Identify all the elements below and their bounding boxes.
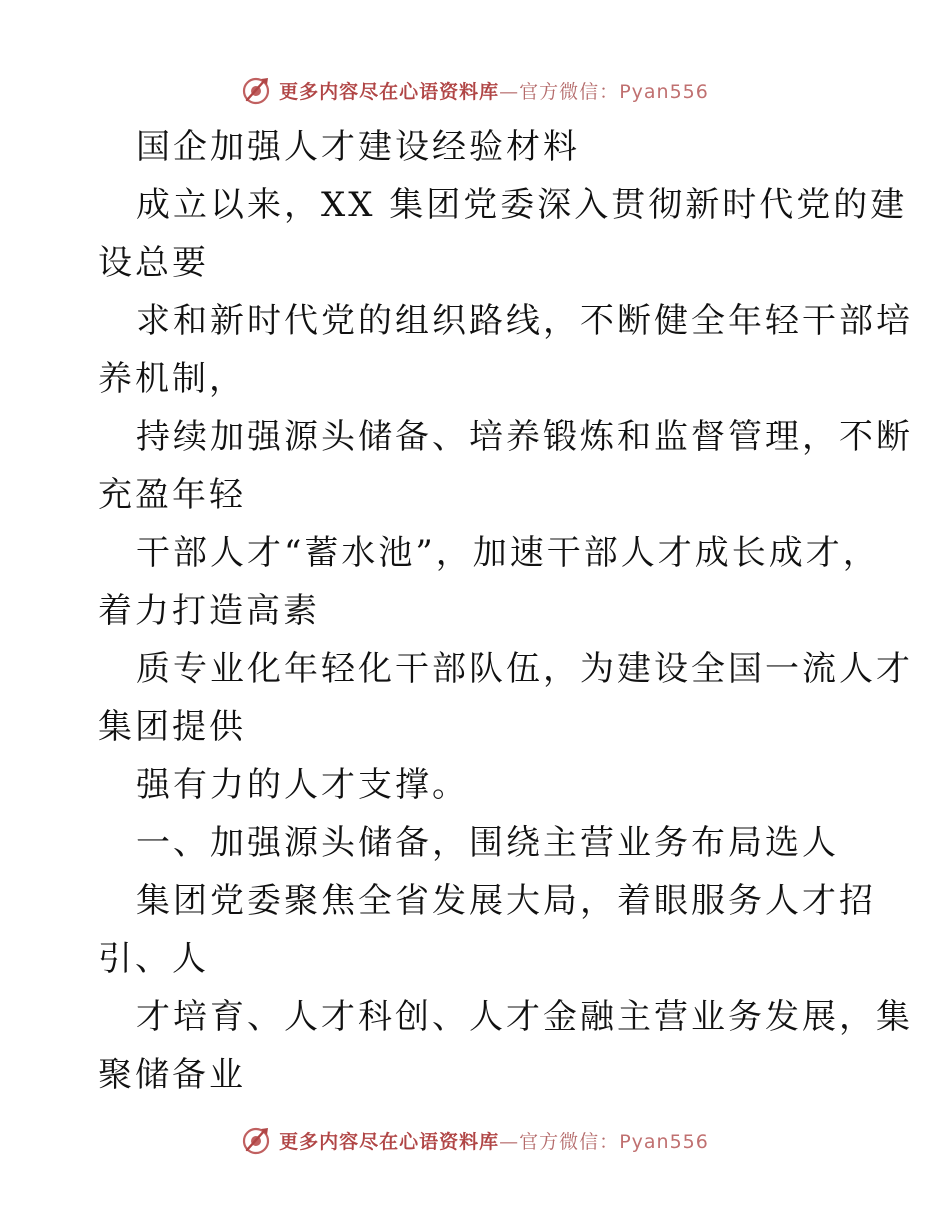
document-line: 国企加强人才建设经验材料 xyxy=(136,127,580,167)
document-line: 干部人才“蓄水池”，加速干部人才成长成才， xyxy=(136,533,880,573)
header-wechat-id: Pyan556 xyxy=(619,80,709,103)
header-official-label: 官方微信： xyxy=(519,80,620,103)
footer-watermark-banner xyxy=(0,1120,950,1160)
document-line: 引、人 xyxy=(98,939,209,979)
document-line: 集团提供 xyxy=(98,707,246,747)
footer-dash: — xyxy=(499,1130,520,1153)
document-line: 养机制， xyxy=(98,359,246,399)
document-line: 才培育、人才科创、人才金融主营业务发展，集 xyxy=(136,997,913,1037)
footer-official-label: 官方微信： xyxy=(519,1130,620,1153)
document-line: 成立以来，XX 集团党委深入贯彻新时代党的建 xyxy=(136,185,908,225)
document-body xyxy=(98,118,913,1104)
document-line: 充盈年轻 xyxy=(98,475,246,515)
document-line: 强有力的人才支撑。 xyxy=(136,765,469,805)
document-line: 设总要 xyxy=(98,243,209,283)
document-line: 聚储备业 xyxy=(98,1055,246,1095)
quill-logo-icon xyxy=(241,75,271,105)
document-line: 着力打造高素 xyxy=(98,591,320,631)
document-line: 一、加强源头储备，围绕主营业务布局选人 xyxy=(136,823,839,863)
footer-brand-text: 更多内容尽在心语资料库 xyxy=(279,1130,500,1153)
quill-logo-icon xyxy=(241,1125,271,1155)
document-line: 质专业化年轻化干部队伍，为建设全国一流人才 xyxy=(136,649,913,689)
header-brand-text: 更多内容尽在心语资料库 xyxy=(279,80,500,103)
document-line: 集团党委聚焦全省发展大局，着眼服务人才招 xyxy=(136,881,876,921)
footer-watermark-text xyxy=(279,1127,709,1154)
document-line: 持续加强源头储备、培养锻炼和监督管理，不断 xyxy=(136,417,913,457)
header-dash: — xyxy=(499,80,520,103)
document-line: 求和新时代党的组织路线，不断健全年轻干部培 xyxy=(136,301,913,341)
header-watermark-banner xyxy=(0,70,950,110)
header-watermark-text xyxy=(279,77,709,104)
footer-wechat-id: Pyan556 xyxy=(619,1130,709,1153)
